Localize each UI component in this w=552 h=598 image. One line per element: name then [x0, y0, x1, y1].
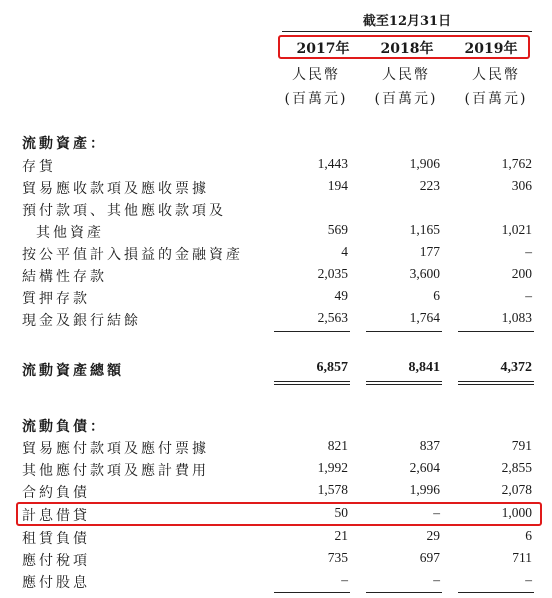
cell-2018: 1,996 [409, 482, 440, 497]
cell-2019: – [525, 288, 532, 303]
cell-2017: 194 [327, 178, 348, 193]
row-label: 合約負債 [22, 485, 90, 501]
cell-2017: 49 [334, 288, 348, 303]
cell-2019: 1,021 [501, 222, 532, 237]
year-2017: 2017年 [296, 41, 350, 57]
cell-2018: – [433, 572, 440, 587]
cell-2019: 791 [511, 438, 532, 453]
row-label: 按公平值計入損益的金融資產 [22, 247, 243, 263]
subtotal-rule [274, 331, 350, 332]
unit-currency-2017: 人民幣 [292, 67, 340, 83]
subtotal-rule [458, 331, 534, 332]
cell-2019: – [525, 244, 532, 259]
row-label: 結構性存款 [22, 269, 107, 285]
cell-2018: 29 [426, 528, 440, 543]
cell-2019: 2,855 [501, 460, 532, 475]
year-2019: 2019年 [464, 41, 518, 57]
total-current-assets-label: 流動資產總額 [22, 363, 124, 379]
cell-2018: – [433, 505, 440, 520]
cell-2017: 569 [327, 222, 348, 237]
cell-2018: 1,764 [409, 310, 440, 325]
unit-scale-2017: (百萬元) [284, 91, 348, 107]
cell-2017: 1,443 [317, 156, 348, 171]
unit-currency-2018: 人民幣 [382, 67, 430, 83]
total-2018: 8,841 [408, 360, 440, 375]
subtotal-rule [458, 592, 534, 593]
cell-2018: 6 [433, 288, 440, 303]
row-label: 貿易應付款項及應付票據 [22, 441, 209, 457]
subtotal-rule [366, 592, 442, 593]
row-label: 質押存款 [22, 291, 90, 307]
row-label: 存貨 [22, 159, 56, 175]
cell-2017: 2,563 [317, 310, 348, 325]
row-label: 其他應付款項及應計費用 [22, 463, 209, 479]
row-label: 其他資產 [36, 225, 104, 241]
header-divider [282, 31, 532, 32]
total-double-rule [458, 381, 534, 385]
cell-2017: 821 [327, 438, 348, 453]
cell-2019: 1,083 [501, 310, 532, 325]
cell-2019: 1,000 [501, 505, 532, 520]
cell-2017: 1,578 [317, 482, 348, 497]
total-double-rule [366, 381, 442, 385]
cell-2018: 2,604 [409, 460, 440, 475]
unit-scale-2018: (百萬元) [374, 91, 438, 107]
cell-2017: 735 [327, 550, 348, 565]
current-assets-heading: 流動資產： [22, 136, 107, 152]
unit-currency-2019: 人民幣 [472, 67, 520, 83]
cell-2018: 697 [419, 550, 440, 565]
cell-2017: 4 [341, 244, 348, 259]
cell-2017: 50 [334, 505, 348, 520]
cell-2017: 1,992 [317, 460, 348, 475]
row-label: 應付股息 [22, 575, 90, 591]
row-label: 預付款項、其他應收款項及 [22, 203, 226, 219]
cell-2019: 2,078 [501, 482, 532, 497]
row-label: 計息借貸 [22, 508, 90, 524]
cell-2019: 306 [511, 178, 532, 193]
cell-2017: 2,035 [317, 266, 348, 281]
total-double-rule [274, 381, 350, 385]
cell-2019: 200 [511, 266, 532, 281]
total-2017: 6,857 [316, 360, 348, 375]
cell-2018: 1,906 [409, 156, 440, 171]
cell-2019: 1,762 [501, 156, 532, 171]
subtotal-rule [274, 592, 350, 593]
unit-scale-2019: (百萬元) [464, 91, 528, 107]
row-label: 貿易應收款項及應收票據 [22, 181, 209, 197]
cell-2018: 177 [419, 244, 440, 259]
year-2018: 2018年 [380, 41, 434, 57]
period-header: 截至12月31日 [362, 14, 452, 29]
cell-2019: – [525, 572, 532, 587]
row-label: 應付稅項 [22, 553, 90, 569]
cell-2019: 711 [512, 550, 532, 565]
cell-2019: 6 [525, 528, 532, 543]
subtotal-rule [366, 331, 442, 332]
total-2019: 4,372 [500, 360, 532, 375]
cell-2018: 1,165 [409, 222, 440, 237]
current-liabilities-heading: 流動負債： [22, 419, 107, 435]
row-label: 租賃負債 [22, 531, 90, 547]
cell-2018: 223 [419, 178, 440, 193]
cell-2018: 837 [419, 438, 440, 453]
cell-2018: 3,600 [409, 266, 440, 281]
cell-2017: – [341, 572, 348, 587]
cell-2017: 21 [334, 528, 348, 543]
row-label: 現金及銀行結餘 [22, 313, 141, 329]
